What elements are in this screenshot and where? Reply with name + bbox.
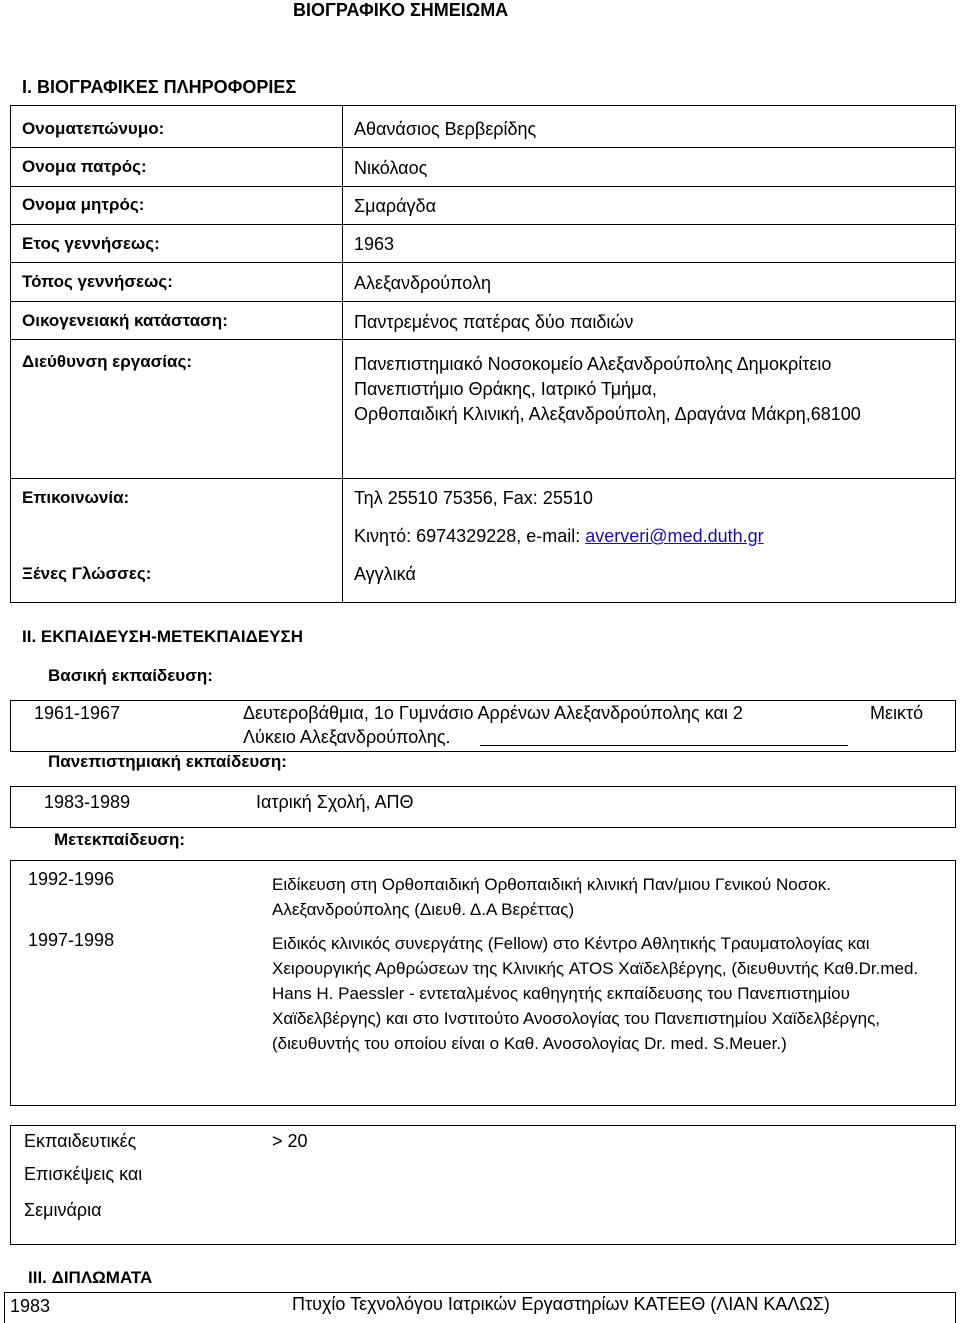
mother-name-label: Ονομα μητρός: xyxy=(22,195,145,214)
row-divider xyxy=(10,478,956,479)
section-1-heading: I. ΒΙΟΓΡΑΦΙΚΕΣ ΠΛΗΡΟΦΟΡΙΕΣ xyxy=(22,77,297,97)
seminars-label-line-1: Εκπαιδευτικές xyxy=(24,1131,137,1151)
contact-phone: Τηλ 25510 75356, Fax: 25510 xyxy=(354,488,593,508)
mobile-text: Κινητό: 6974329228, e-mail: xyxy=(354,526,586,546)
university-education-box xyxy=(10,786,956,828)
name-label: Ονοματεπώνυμο: xyxy=(22,119,165,138)
row-divider xyxy=(10,224,956,225)
basic-education-label: Βασική εκπαίδευση: xyxy=(48,666,213,685)
diploma-year: 1983 xyxy=(10,1296,51,1316)
birthplace-value: Αλεξανδρούπολη xyxy=(354,273,491,293)
work-address-line-3: Ορθοπαιδική Κλινική, Αλεξανδρούπολη, Δραγάνα Μάκρη,68100 xyxy=(354,404,861,424)
basic-education-extra: Μεικτό xyxy=(870,703,924,723)
postgrad-text-2: Ειδικός κλινικός συνεργάτης (Fellow) στο Κέντρο Αθλητικής Τραυματολογίας και Χειρουργικής Αρθρώσεων της Κλινικής ATOS Χαϊδελβέργης, (διευθυντής Καθ.Dr.med. Hans H. Paessler - εντεταλμένος καθηγητής εκπαίδευσης του Πανεπιστημίου Χαϊδελβέργης) και στο Ινστιτούτο Ανοσολογίας του Πανεπιστημίου Χαϊδελβέργης, (διευθυντής του οποίου είναι ο Καθ. Ανοσολογίας Dr. med. S.Meuer.) xyxy=(272,934,919,1053)
father-name-value: Νικόλαος xyxy=(354,158,428,178)
birth-year-label: Ετος γεννήσεως: xyxy=(22,234,160,253)
row-divider xyxy=(10,105,956,106)
row-divider xyxy=(10,147,956,148)
row-divider xyxy=(10,339,956,340)
row-divider xyxy=(10,262,956,263)
marital-status-value: Παντρεμένος πατέρας δύο παιδιών xyxy=(354,312,634,332)
languages-value: Αγγλικά xyxy=(354,564,416,584)
work-address-label: Διεύθυνση εργασίας: xyxy=(22,352,192,371)
marital-status-label: Οικογενειακή κατάσταση: xyxy=(22,311,228,330)
work-address-line-1: Πανεπιστημιακό Νοσοκομείο Αλεξανδρούπολης Δημοκρίτειο xyxy=(354,354,832,374)
email-link[interactable]: aververi@med.duth.gr xyxy=(585,526,764,546)
column-divider xyxy=(342,105,343,603)
contact-label: Επικοινωνία: xyxy=(22,488,130,507)
father-name-label: Ονομα πατρός: xyxy=(22,157,147,176)
basic-education-years: 1961-1967 xyxy=(34,703,121,723)
seminars-label-line-2: Επισκέψεις και xyxy=(24,1164,143,1184)
section-3-heading: III. ΔΙΠΛΩΜΑΤΑ xyxy=(28,1268,153,1287)
postgrad-years-1: 1992-1996 xyxy=(28,869,115,889)
birthplace-label: Τόπος γεννήσεως: xyxy=(22,272,173,291)
section-2-heading: II. ΕΚΠΑΙΔΕΥΣΗ-ΜΕΤΕΚΠΑΙΔΕΥΣΗ xyxy=(22,627,303,646)
birth-year-value: 1963 xyxy=(354,234,395,254)
work-address-line-2: Πανεπιστήμιο Θράκης, Ιατρικό Τμήμα, xyxy=(354,379,657,399)
diploma-value: Πτυχίο Τεχνολόγου Ιατρικών Εργαστηρίων ΚΑΤΕΕΘ (ΛΙΑΝ ΚΑΛΩΣ) xyxy=(292,1294,830,1314)
name-value: Αθανάσιος Βερβερίδης xyxy=(354,119,537,139)
row-divider xyxy=(10,301,956,302)
languages-label: Ξένες Γλώσσες: xyxy=(22,564,152,583)
row-divider xyxy=(10,186,956,187)
postgrad-years-2: 1997-1998 xyxy=(28,930,115,950)
basic-education-line-1: Δευτεροβάθμια, 1ο Γυμνάσιο Αρρένων Αλεξανδρούπολης και 2 xyxy=(243,703,743,723)
university-years: 1983-1989 xyxy=(44,792,131,812)
contact-mobile xyxy=(354,526,764,547)
document-title: ΒΙΟΓΡΑΦΙΚΟ ΣΗΜΕΙΩΜΑ xyxy=(293,0,509,20)
university-value: Ιατρική Σχολή, ΑΠΘ xyxy=(256,792,414,812)
basic-education-line-2: Λύκειο Αλεξανδρούπολης. xyxy=(243,727,451,747)
underline-rule xyxy=(480,745,848,746)
university-education-label: Πανεπιστημιακή εκπαίδευση: xyxy=(48,752,287,771)
seminars-box xyxy=(10,1125,956,1245)
seminars-value: > 20 xyxy=(272,1131,308,1151)
mother-name-value: Σμαράγδα xyxy=(354,196,436,216)
postgrad-text-1: Ειδίκευση στη Ορθοπαιδική Ορθοπαιδική κλινική Παν/μιου Γενικού Νοσοκ. Αλεξανδρούπολης (Διευθ. Δ.Α Βερέττας) xyxy=(272,875,831,919)
postgrad-label: Μετεκπαίδευση: xyxy=(54,830,186,849)
seminars-label-line-3: Σεμινάρια xyxy=(24,1200,102,1220)
